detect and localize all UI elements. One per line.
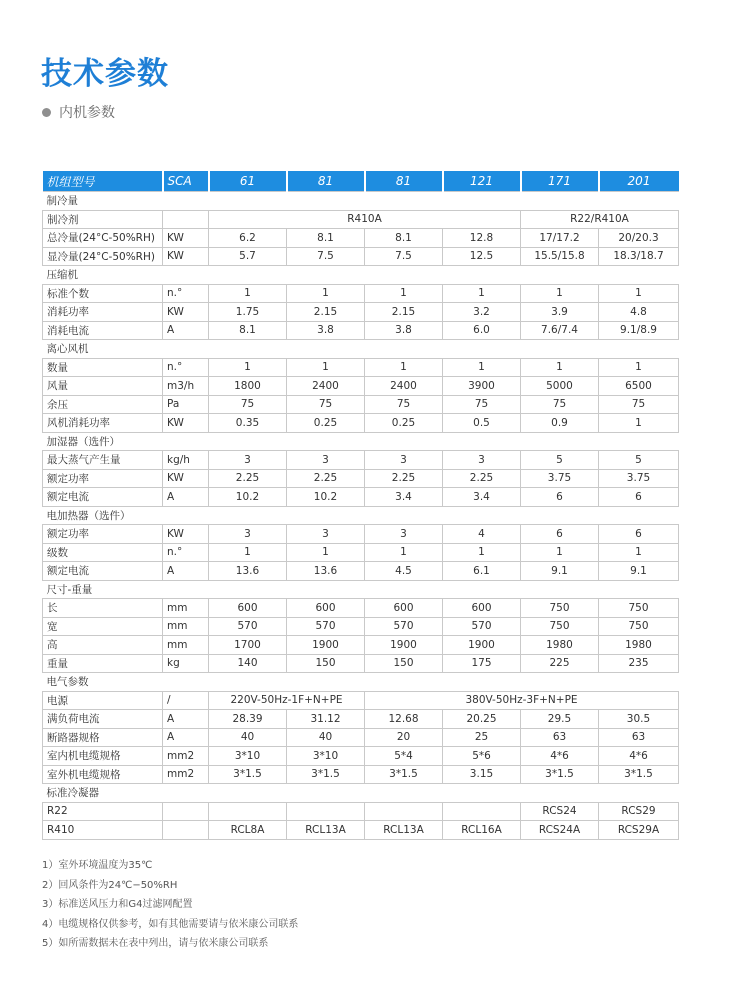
value-cell: 5 xyxy=(599,451,679,470)
value-cell: 600 xyxy=(287,599,365,618)
value-cell: 1 xyxy=(521,543,599,562)
value-cell: RCL8A xyxy=(209,821,287,840)
bullet-dot-icon xyxy=(42,108,51,117)
value-cell: 3.4 xyxy=(443,488,521,507)
value-cell: 3 xyxy=(443,451,521,470)
value-cell: 175 xyxy=(443,654,521,673)
value-cell: 3.8 xyxy=(365,321,443,340)
table-row xyxy=(43,747,679,766)
value-cell: 8.1 xyxy=(209,321,287,340)
value-cell: 140 xyxy=(209,654,287,673)
merged-value-cell: R410A xyxy=(209,210,521,229)
value-cell: 570 xyxy=(443,617,521,636)
row-unit: n.° xyxy=(163,543,209,562)
value-cell: 3*1.5 xyxy=(521,765,599,784)
value-cell: 6 xyxy=(599,525,679,544)
table-row xyxy=(43,821,679,840)
value-cell xyxy=(209,802,287,821)
merged-value-cell: 380V-50Hz-3F+N+PE xyxy=(365,691,679,710)
value-cell: 1 xyxy=(599,284,679,303)
value-cell: 25 xyxy=(443,728,521,747)
value-cell: 1 xyxy=(209,284,287,303)
value-cell: 10.2 xyxy=(287,488,365,507)
value-cell: 1800 xyxy=(209,377,287,396)
value-cell: 75 xyxy=(287,395,365,414)
value-cell: 7.6/7.4 xyxy=(521,321,599,340)
section-label: 压缩机 xyxy=(43,266,679,285)
value-cell: 1 xyxy=(599,543,679,562)
row-label: 显冷量(24°C-50%RH) xyxy=(43,247,163,266)
value-cell xyxy=(443,802,521,821)
note-line: 4）电缆规格仅供参考，如有其他需要请与依米康公司联系 xyxy=(42,918,299,930)
section-label: 尺寸-重量 xyxy=(43,580,679,599)
header-cell: 201 xyxy=(599,171,679,192)
value-cell: 570 xyxy=(287,617,365,636)
row-label: 消耗功率 xyxy=(43,303,163,322)
value-cell: 3*1.5 xyxy=(287,765,365,784)
row-unit: KW xyxy=(163,303,209,322)
value-cell: 3*1.5 xyxy=(209,765,287,784)
value-cell: 0.9 xyxy=(521,414,599,433)
value-cell: 1900 xyxy=(443,636,521,655)
row-label: R22 xyxy=(43,802,163,821)
value-cell: 75 xyxy=(443,395,521,414)
value-cell: 1 xyxy=(599,358,679,377)
value-cell: 3 xyxy=(365,525,443,544)
header-cell: 机组型号 xyxy=(43,171,163,192)
table-row xyxy=(43,691,679,710)
value-cell: 1900 xyxy=(287,636,365,655)
section-label: 电气参数 xyxy=(43,673,679,692)
value-cell: 235 xyxy=(599,654,679,673)
value-cell: 12.68 xyxy=(365,710,443,729)
value-cell: 2.25 xyxy=(365,469,443,488)
value-cell: 3 xyxy=(287,451,365,470)
table-row xyxy=(43,414,679,433)
value-cell: 7.5 xyxy=(365,247,443,266)
row-unit: A xyxy=(163,710,209,729)
row-unit: A xyxy=(163,562,209,581)
table-row xyxy=(43,210,679,229)
value-cell: 6500 xyxy=(599,377,679,396)
value-cell: 2.15 xyxy=(287,303,365,322)
row-unit: m3/h xyxy=(163,377,209,396)
value-cell: 1 xyxy=(287,358,365,377)
row-label: 额定功率 xyxy=(43,525,163,544)
table-row xyxy=(43,469,679,488)
value-cell: 5 xyxy=(521,451,599,470)
value-cell: 18.3/18.7 xyxy=(599,247,679,266)
value-cell: 3 xyxy=(209,525,287,544)
table-row xyxy=(43,710,679,729)
value-cell: 3*1.5 xyxy=(365,765,443,784)
row-label: 高 xyxy=(43,636,163,655)
value-cell: 4*6 xyxy=(599,747,679,766)
value-cell: 17/17.2 xyxy=(521,229,599,248)
value-cell: 570 xyxy=(209,617,287,636)
value-cell: 750 xyxy=(521,617,599,636)
table-row xyxy=(43,451,679,470)
section-row xyxy=(43,506,679,525)
value-cell: 1 xyxy=(287,543,365,562)
value-cell: 2.15 xyxy=(365,303,443,322)
value-cell: 12.5 xyxy=(443,247,521,266)
section-row xyxy=(43,784,679,803)
value-cell: 13.6 xyxy=(209,562,287,581)
value-cell: RCL13A xyxy=(287,821,365,840)
value-cell: 6.0 xyxy=(443,321,521,340)
header-cell: 171 xyxy=(521,171,599,192)
value-cell: 225 xyxy=(521,654,599,673)
value-cell: 63 xyxy=(521,728,599,747)
value-cell: 150 xyxy=(287,654,365,673)
row-label: 风量 xyxy=(43,377,163,396)
value-cell: 5.7 xyxy=(209,247,287,266)
row-unit: kg xyxy=(163,654,209,673)
value-cell: 1 xyxy=(209,358,287,377)
row-unit: mm xyxy=(163,636,209,655)
value-cell xyxy=(365,802,443,821)
value-cell: 40 xyxy=(287,728,365,747)
value-cell: 2.25 xyxy=(443,469,521,488)
value-cell: 1700 xyxy=(209,636,287,655)
value-cell: 3.75 xyxy=(599,469,679,488)
table-row xyxy=(43,358,679,377)
value-cell: 9.1/8.9 xyxy=(599,321,679,340)
value-cell: 1900 xyxy=(365,636,443,655)
value-cell: RCS29 xyxy=(599,802,679,821)
value-cell: 0.25 xyxy=(365,414,443,433)
table-row xyxy=(43,562,679,581)
value-cell: 9.1 xyxy=(599,562,679,581)
value-cell: RCS24A xyxy=(521,821,599,840)
table-row xyxy=(43,284,679,303)
value-cell: 5*4 xyxy=(365,747,443,766)
section-label: 电加热器（选件） xyxy=(43,506,679,525)
row-label: 满负荷电流 xyxy=(43,710,163,729)
notes xyxy=(42,856,298,954)
note-line: 2）回风条件为24℃−50%RH xyxy=(42,879,178,891)
row-unit: KW xyxy=(163,469,209,488)
value-cell: 1 xyxy=(365,543,443,562)
value-cell: 3.15 xyxy=(443,765,521,784)
note-line: 1）室外环境温度为35℃ xyxy=(42,860,153,871)
value-cell: 3*1.5 xyxy=(599,765,679,784)
value-cell: 2400 xyxy=(287,377,365,396)
value-cell: 6.2 xyxy=(209,229,287,248)
row-unit: n.° xyxy=(163,358,209,377)
value-cell: 3.8 xyxy=(287,321,365,340)
value-cell: 1980 xyxy=(599,636,679,655)
spec-table xyxy=(42,171,679,840)
value-cell: 5000 xyxy=(521,377,599,396)
value-cell: 75 xyxy=(365,395,443,414)
value-cell: 1 xyxy=(365,358,443,377)
table-row xyxy=(43,636,679,655)
row-label: 余压 xyxy=(43,395,163,414)
row-unit: Pa xyxy=(163,395,209,414)
value-cell: 1 xyxy=(443,358,521,377)
row-unit: n.° xyxy=(163,284,209,303)
value-cell: 15.5/15.8 xyxy=(521,247,599,266)
value-cell: 5*6 xyxy=(443,747,521,766)
value-cell: 0.5 xyxy=(443,414,521,433)
value-cell: 0.25 xyxy=(287,414,365,433)
value-cell: 3.4 xyxy=(365,488,443,507)
value-cell: 3.2 xyxy=(443,303,521,322)
value-cell: 20.25 xyxy=(443,710,521,729)
section-row xyxy=(43,432,679,451)
row-label: 室内机电缆规格 xyxy=(43,747,163,766)
value-cell: RCL13A xyxy=(365,821,443,840)
value-cell: 3*10 xyxy=(209,747,287,766)
section-label: 加湿器（选件） xyxy=(43,432,679,451)
table-row xyxy=(43,377,679,396)
value-cell: 3.75 xyxy=(521,469,599,488)
header-cell: 81 xyxy=(287,171,365,192)
value-cell: 6 xyxy=(599,488,679,507)
section-row xyxy=(43,266,679,285)
value-cell: 1 xyxy=(521,284,599,303)
value-cell: 150 xyxy=(365,654,443,673)
value-cell: 6 xyxy=(521,525,599,544)
row-unit xyxy=(163,802,209,821)
value-cell: 8.1 xyxy=(287,229,365,248)
table-row xyxy=(43,728,679,747)
table-row xyxy=(43,617,679,636)
row-unit: mm xyxy=(163,599,209,618)
row-label: 电源 xyxy=(43,691,163,710)
section-row xyxy=(43,192,679,211)
value-cell: 600 xyxy=(443,599,521,618)
value-cell: 9.1 xyxy=(521,562,599,581)
value-cell: RCS24 xyxy=(521,802,599,821)
value-cell: 6.1 xyxy=(443,562,521,581)
value-cell: 750 xyxy=(599,599,679,618)
header-cell: 81 xyxy=(365,171,443,192)
value-cell: 6 xyxy=(521,488,599,507)
row-label: 断路器规格 xyxy=(43,728,163,747)
value-cell: 750 xyxy=(599,617,679,636)
row-label: R410 xyxy=(43,821,163,840)
section-label: 标准冷凝器 xyxy=(43,784,679,803)
row-unit: KW xyxy=(163,414,209,433)
merged-value-cell: 220V-50Hz-1F+N+PE xyxy=(209,691,365,710)
value-cell: 570 xyxy=(365,617,443,636)
row-label: 额定功率 xyxy=(43,469,163,488)
row-unit: KW xyxy=(163,247,209,266)
row-label: 宽 xyxy=(43,617,163,636)
subtitle-text: 内机参数 xyxy=(59,105,115,121)
value-cell: 750 xyxy=(521,599,599,618)
value-cell: 75 xyxy=(521,395,599,414)
value-cell: 4.5 xyxy=(365,562,443,581)
value-cell: 4 xyxy=(443,525,521,544)
value-cell: 8.1 xyxy=(365,229,443,248)
row-label: 消耗电流 xyxy=(43,321,163,340)
value-cell: 1 xyxy=(287,284,365,303)
header-cell: 61 xyxy=(209,171,287,192)
table-row xyxy=(43,525,679,544)
page-title: 技术参数 xyxy=(41,56,169,92)
value-cell: 1 xyxy=(521,358,599,377)
header-cell: SCA xyxy=(163,171,209,192)
table-row xyxy=(43,488,679,507)
table-header-row xyxy=(43,171,679,192)
value-cell: 75 xyxy=(209,395,287,414)
value-cell: 1980 xyxy=(521,636,599,655)
row-unit: A xyxy=(163,728,209,747)
section-row xyxy=(43,340,679,359)
value-cell: RCL16A xyxy=(443,821,521,840)
note-line: 3）标准送风压力和G4过滤网配置 xyxy=(42,899,193,910)
row-unit: KW xyxy=(163,229,209,248)
table-row xyxy=(43,802,679,821)
row-unit xyxy=(163,210,209,229)
row-label: 总冷量(24°C-50%RH) xyxy=(43,229,163,248)
value-cell: 3 xyxy=(209,451,287,470)
value-cell: 12.8 xyxy=(443,229,521,248)
section-row xyxy=(43,580,679,599)
section-label: 离心风机 xyxy=(43,340,679,359)
row-unit: A xyxy=(163,488,209,507)
table-row xyxy=(43,247,679,266)
table-row xyxy=(43,229,679,248)
value-cell: 3*10 xyxy=(287,747,365,766)
value-cell: 1 xyxy=(599,414,679,433)
value-cell: 600 xyxy=(209,599,287,618)
value-cell: 20/20.3 xyxy=(599,229,679,248)
row-label: 长 xyxy=(43,599,163,618)
row-unit: kg/h xyxy=(163,451,209,470)
value-cell: 13.6 xyxy=(287,562,365,581)
row-unit: / xyxy=(163,691,209,710)
row-label: 重量 xyxy=(43,654,163,673)
row-unit xyxy=(163,821,209,840)
value-cell: 63 xyxy=(599,728,679,747)
value-cell: 29.5 xyxy=(521,710,599,729)
row-unit: KW xyxy=(163,525,209,544)
value-cell: 1.75 xyxy=(209,303,287,322)
value-cell: 3 xyxy=(365,451,443,470)
table-row xyxy=(43,543,679,562)
section-subtitle xyxy=(42,102,115,122)
row-label: 制冷剂 xyxy=(43,210,163,229)
note-line: 5）如所需数据未在表中列出，请与依米康公司联系 xyxy=(42,938,269,949)
table-row xyxy=(43,321,679,340)
row-label: 标准个数 xyxy=(43,284,163,303)
value-cell: 31.12 xyxy=(287,710,365,729)
value-cell: 1 xyxy=(209,543,287,562)
table-row xyxy=(43,765,679,784)
value-cell: 3.9 xyxy=(521,303,599,322)
value-cell: 2.25 xyxy=(287,469,365,488)
value-cell: 1 xyxy=(443,284,521,303)
value-cell: 75 xyxy=(599,395,679,414)
row-label: 风机消耗功率 xyxy=(43,414,163,433)
value-cell: 7.5 xyxy=(287,247,365,266)
table-row xyxy=(43,303,679,322)
row-unit: mm2 xyxy=(163,765,209,784)
value-cell: 600 xyxy=(365,599,443,618)
row-label: 最大蒸气产生量 xyxy=(43,451,163,470)
value-cell: 2.25 xyxy=(209,469,287,488)
value-cell: 20 xyxy=(365,728,443,747)
table-row xyxy=(43,395,679,414)
section-row xyxy=(43,673,679,692)
value-cell: RCS29A xyxy=(599,821,679,840)
row-unit: A xyxy=(163,321,209,340)
header-cell: 121 xyxy=(443,171,521,192)
row-unit: mm xyxy=(163,617,209,636)
table-row xyxy=(43,599,679,618)
value-cell: 2400 xyxy=(365,377,443,396)
value-cell: 28.39 xyxy=(209,710,287,729)
value-cell: 3900 xyxy=(443,377,521,396)
section-label: 制冷量 xyxy=(43,192,679,211)
value-cell: 30.5 xyxy=(599,710,679,729)
row-label: 数量 xyxy=(43,358,163,377)
value-cell: 1 xyxy=(365,284,443,303)
value-cell: 4.8 xyxy=(599,303,679,322)
value-cell: 4*6 xyxy=(521,747,599,766)
value-cell: 0.35 xyxy=(209,414,287,433)
row-label: 额定电流 xyxy=(43,562,163,581)
value-cell: 40 xyxy=(209,728,287,747)
row-unit: mm2 xyxy=(163,747,209,766)
row-label: 额定电流 xyxy=(43,488,163,507)
table-row xyxy=(43,654,679,673)
value-cell: 1 xyxy=(443,543,521,562)
merged-value-cell: R22/R410A xyxy=(521,210,679,229)
value-cell: 10.2 xyxy=(209,488,287,507)
value-cell: 3 xyxy=(287,525,365,544)
row-label: 级数 xyxy=(43,543,163,562)
value-cell xyxy=(287,802,365,821)
row-label: 室外机电缆规格 xyxy=(43,765,163,784)
